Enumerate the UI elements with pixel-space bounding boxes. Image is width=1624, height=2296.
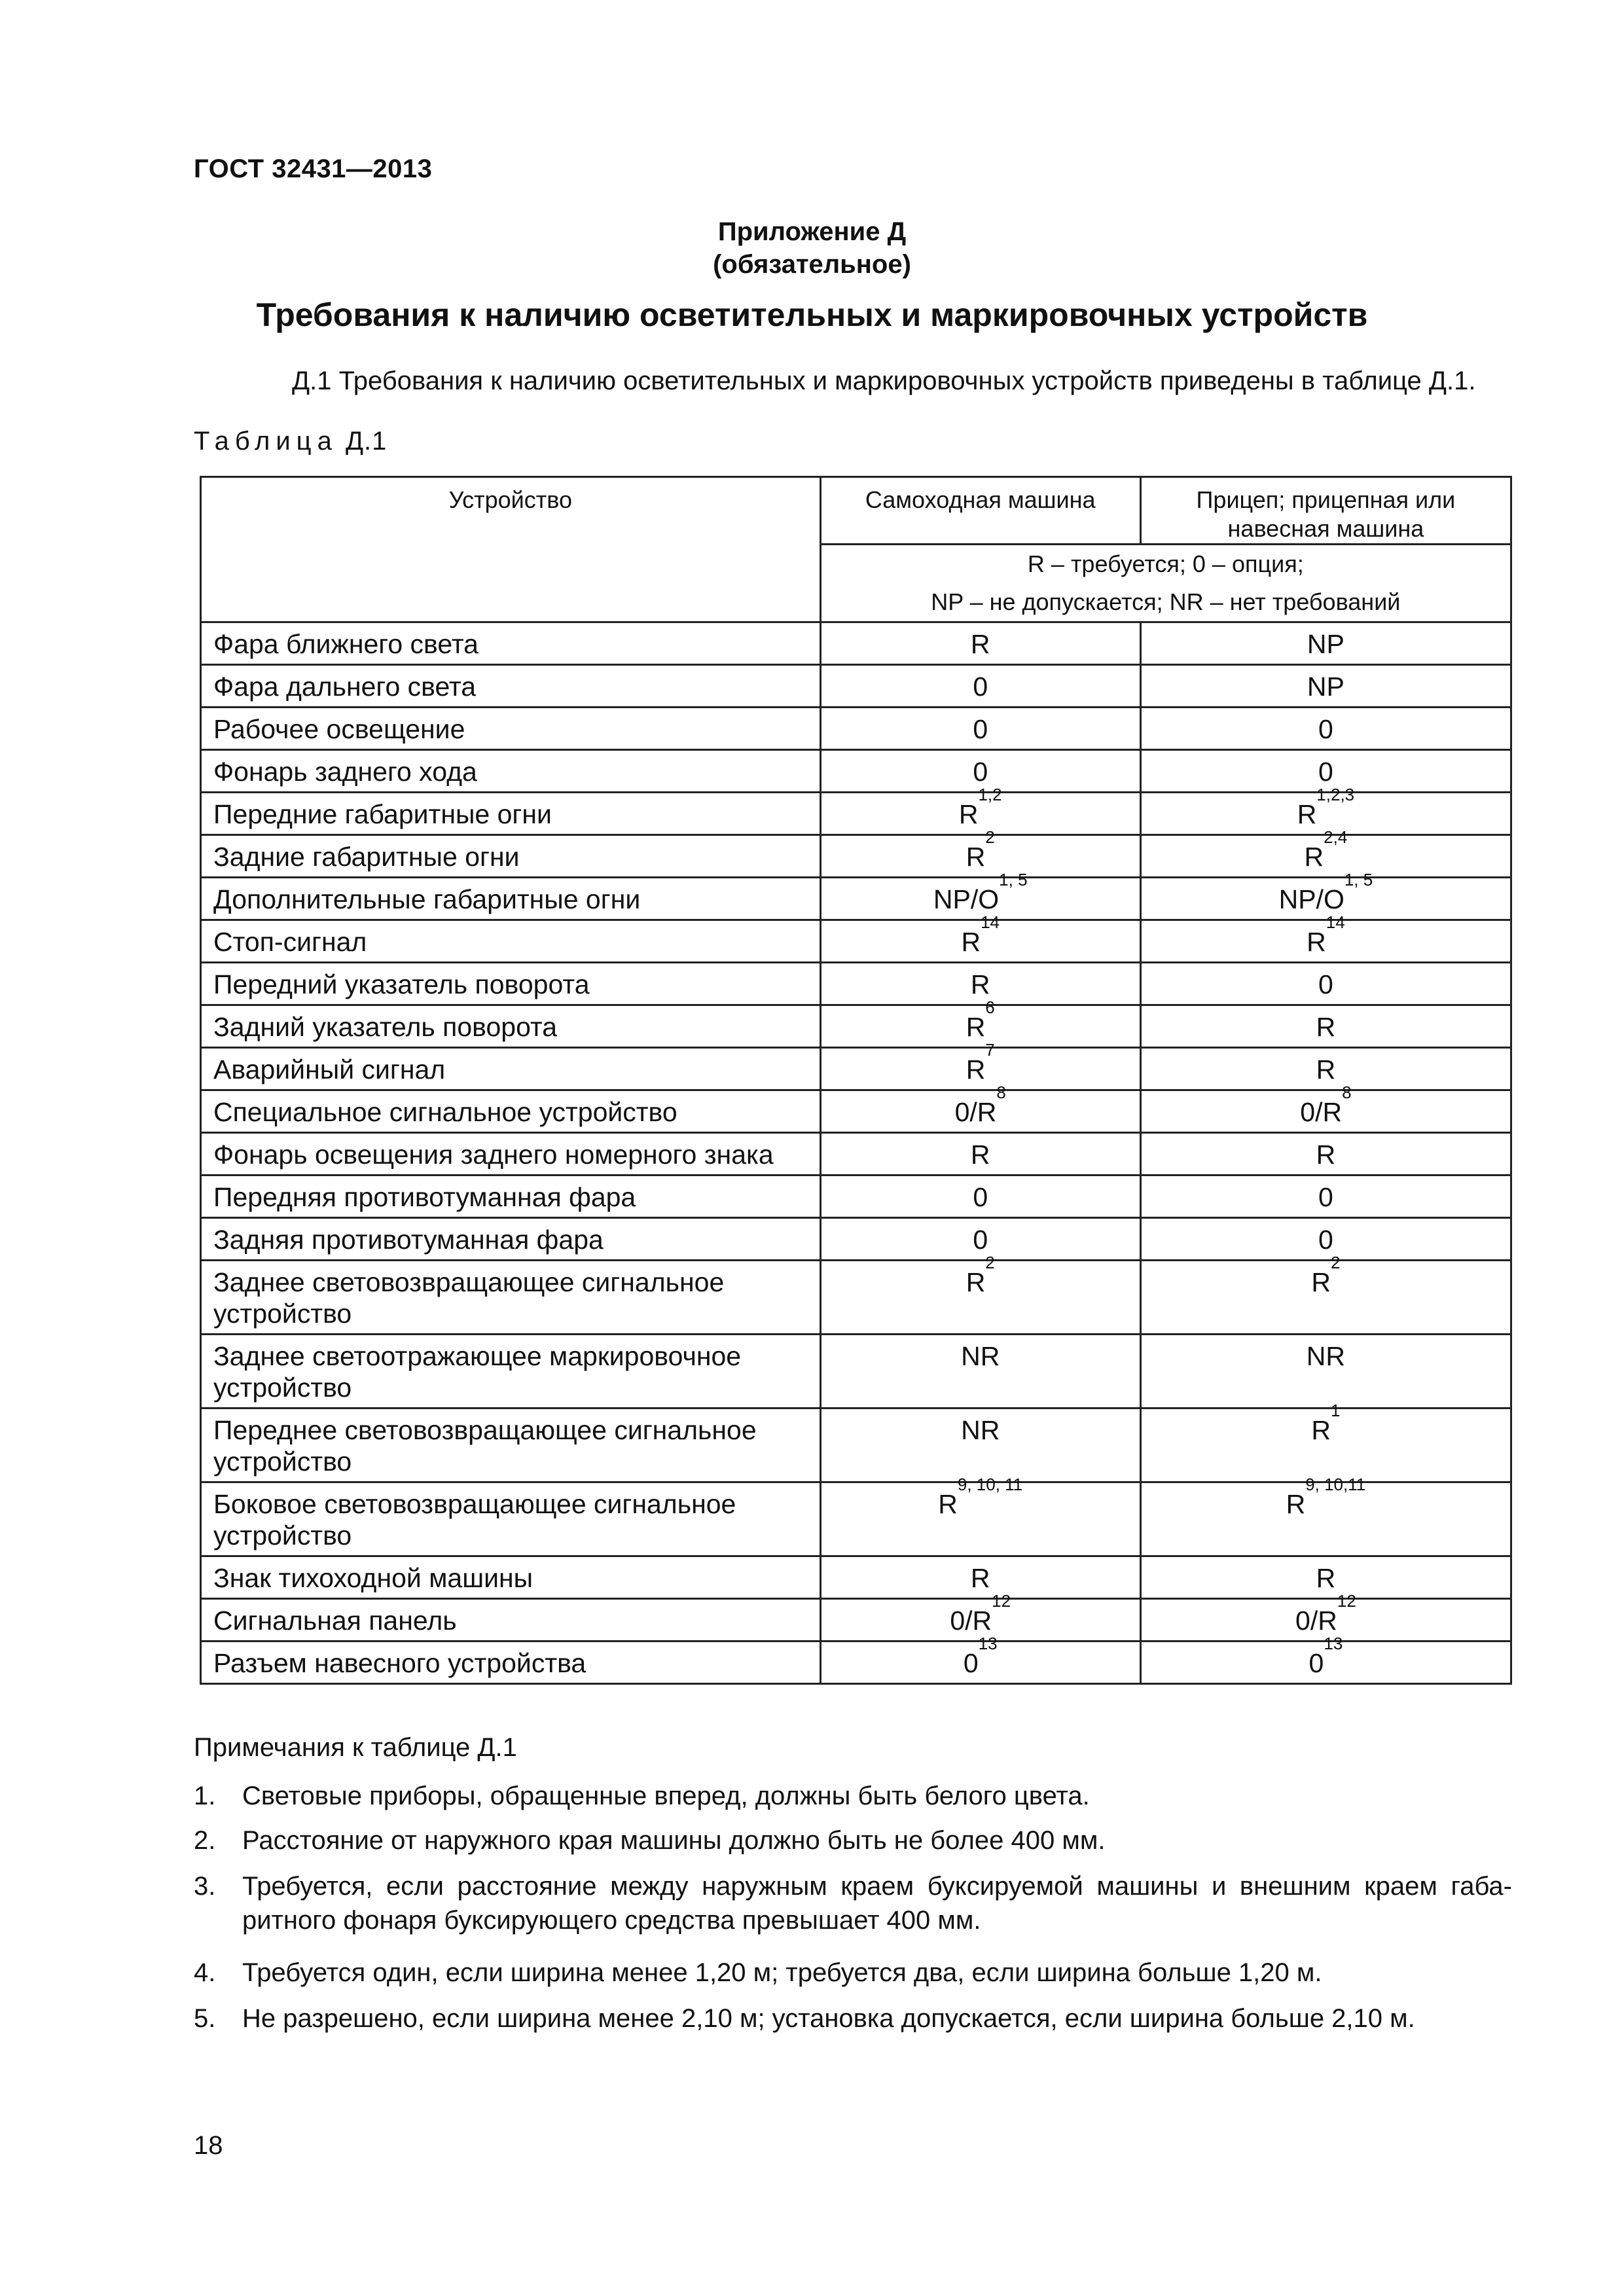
device-cell: Стоп-сигнал (201, 920, 821, 963)
trailer-cell (1140, 1005, 1511, 1048)
value-text: R (965, 1054, 986, 1085)
value-text: 0/R (1295, 1605, 1337, 1636)
footnote-ref: 2 (985, 1253, 995, 1272)
footnote-ref: 1,2 (978, 785, 1002, 804)
trailer-cell (1140, 1133, 1511, 1175)
table-row (201, 1005, 1511, 1048)
footnote-ref: 1, 5 (999, 870, 1028, 889)
value-text: R (958, 799, 979, 829)
trailer-cell (1140, 1401, 1511, 1482)
value-text: 0 (963, 1648, 979, 1678)
table-row (201, 1261, 1511, 1335)
table-row (201, 1599, 1511, 1641)
value-text: R (1304, 842, 1324, 872)
trailer-cell (1140, 827, 1511, 878)
table-row (201, 1048, 1511, 1090)
value-text: R (1316, 1139, 1336, 1170)
self-propelled-cell (820, 912, 1140, 963)
value-text: 0 (973, 1225, 988, 1255)
trailer-cell (1140, 1556, 1511, 1599)
value-text: 0 (1318, 714, 1333, 744)
value-text: NR (1306, 1341, 1346, 1371)
table-row (201, 708, 1511, 750)
self-propelled-cell (820, 665, 1140, 708)
device-cell: Сигнальная панель (201, 1599, 821, 1641)
trailer-cell (1140, 1218, 1511, 1261)
table-row (201, 1090, 1511, 1133)
footnote-ref: 14 (1326, 912, 1345, 932)
device-cell: Заднее светоотражающее маркировочное устройство (201, 1335, 821, 1408)
note-text: Световые приборы, обращенные вперед, должны быть белого цвета. (242, 1782, 1090, 1810)
value-text: 0 (1308, 1648, 1324, 1678)
note-number: 3. (194, 1872, 216, 1901)
self-propelled-cell (820, 1133, 1140, 1175)
self-propelled-cell (820, 1253, 1140, 1335)
value-text: R (1286, 1489, 1306, 1519)
table-caption-word: Таблица (194, 427, 338, 456)
device-cell: Знак тихоходной машины (201, 1556, 821, 1599)
trailer-cell (1140, 665, 1511, 708)
header-device: Устройство (201, 477, 821, 622)
value-text: R (970, 1563, 990, 1593)
self-propelled-cell (820, 1083, 1140, 1133)
value-text: R (1316, 1563, 1336, 1593)
value-text: R (965, 1267, 986, 1297)
device-cell: Специальное сигнальное устройство (201, 1090, 821, 1133)
footnote-ref: 1,2,3 (1316, 785, 1355, 804)
table-row (201, 920, 1511, 963)
footnote-ref: 8 (996, 1083, 1006, 1102)
header-self-propelled: Самоходная машина (820, 477, 1140, 545)
self-propelled-cell (820, 785, 1140, 835)
value-text: 0 (1318, 1225, 1333, 1255)
trailer-cell (1140, 708, 1511, 750)
appendix-status-text: (обязательное) (713, 250, 911, 279)
footnote-ref: 6 (985, 997, 995, 1017)
table-header-row (201, 477, 1511, 545)
device-cell: Передний указатель поворота (201, 963, 821, 1005)
device-cell: Передние габаритные огни (201, 793, 821, 835)
footnote-ref: 12 (1337, 1591, 1356, 1611)
table-row (201, 1556, 1511, 1599)
table-row (201, 1218, 1511, 1261)
trailer-cell (1140, 1048, 1511, 1090)
device-cell: Задние габаритные огни (201, 835, 821, 878)
table-row (201, 1408, 1511, 1482)
notes-title: Примечания к таблице Д.1 (194, 1733, 517, 1762)
table-row (201, 1482, 1511, 1556)
value-text: R (1307, 927, 1326, 957)
value-text: R (1311, 1267, 1331, 1297)
value-text: 0/R (1300, 1097, 1343, 1127)
device-cell: Фара ближнего света (201, 622, 821, 665)
value-text: 0 (973, 672, 988, 702)
trailer-cell (1140, 963, 1511, 1005)
value-text: NP/O (933, 884, 1000, 914)
footnote-ref: 9, 10,11 (1305, 1475, 1366, 1494)
table-row (201, 1175, 1511, 1218)
value-text: 0 (973, 714, 988, 744)
note-text: Требуется один, если ширина менее 1,20 м; требуется два, если ширина больше 1,20 м. (242, 1958, 1322, 1987)
value-text: R (965, 1012, 986, 1042)
section-title (157, 296, 1624, 334)
footnote-ref: 12 (992, 1591, 1011, 1611)
device-cell: Задняя противотуманная фара (201, 1218, 821, 1261)
value-text: R (961, 927, 981, 957)
device-cell: Разъем навесного устройства (201, 1641, 821, 1684)
device-cell: Фонарь освещения заднего номерного знака (201, 1133, 821, 1175)
value-text: 0 (1318, 757, 1333, 787)
table-row (201, 750, 1511, 793)
self-propelled-cell (820, 1634, 1140, 1684)
trailer-cell (1140, 912, 1511, 963)
footnote-ref: 2,4 (1324, 827, 1348, 847)
trailer-cell (1140, 1175, 1511, 1218)
value-text: R (965, 842, 986, 872)
self-propelled-cell (820, 827, 1140, 878)
value-text: 0/R (954, 1097, 997, 1127)
value-text: 0 (973, 1182, 988, 1212)
device-cell: Дополнительные габаритные огни (201, 878, 821, 920)
footnote-ref: 2 (1330, 1253, 1341, 1272)
footnote-ref: 8 (1342, 1083, 1352, 1102)
footnote-ref: 1, 5 (1344, 870, 1373, 889)
legend-line-2: NP – не допускается; NR – нет требований (931, 588, 1401, 615)
self-propelled-cell (820, 1408, 1140, 1482)
value-text: NP/O (1278, 884, 1344, 914)
footnote-ref: 7 (985, 1040, 995, 1060)
self-propelled-cell (820, 1475, 1140, 1556)
value-text: NP (1307, 672, 1344, 702)
value-text: 0 (1318, 1182, 1333, 1212)
appendix-status (157, 250, 1624, 279)
device-cell: Фонарь заднего хода (201, 750, 821, 793)
appendix-label-text: Приложение Д (717, 217, 907, 246)
footnote-ref: 13 (1324, 1634, 1343, 1653)
note-number: 1. (194, 1782, 216, 1810)
footnote-ref: 1 (1330, 1401, 1341, 1420)
device-cell: Задний указатель поворота (201, 1005, 821, 1048)
header-legend (820, 545, 1511, 622)
trailer-cell (1140, 1634, 1511, 1684)
note-text: Требуется, если расстояние между наружным краем буксируемой машины и внешним краем габа-ритного фонаря буксирующего средства превышает 400 мм. (242, 1872, 1512, 1935)
device-cell: Передняя противотуманная фара (201, 1175, 821, 1218)
self-propelled-cell (820, 963, 1140, 1005)
trailer-cell (1140, 1335, 1511, 1408)
trailer-cell (1140, 1475, 1511, 1556)
table-row (201, 835, 1511, 878)
value-text: R (970, 969, 990, 999)
table-row (201, 963, 1511, 1005)
table-caption (194, 427, 387, 456)
value-text: 0/R (950, 1605, 992, 1636)
self-propelled-cell (820, 997, 1140, 1048)
value-text: R (970, 1139, 990, 1170)
note-text: Расстояние от наружного края машины должно быть не более 400 мм. (242, 1826, 1106, 1855)
value-text: R (970, 629, 990, 659)
header-trailer: Прицеп; прицепная или навесная машина (1140, 477, 1511, 545)
note-number: 5. (194, 2004, 216, 2033)
value-text: R (1316, 1012, 1336, 1042)
table-row (201, 878, 1511, 920)
trailer-cell (1140, 622, 1511, 665)
section-title-text: Требования к наличию осветительных и маркировочных устройств (256, 296, 1368, 333)
footnote-ref: 14 (981, 912, 1000, 932)
self-propelled-cell (820, 1175, 1140, 1218)
table-row (201, 1641, 1511, 1684)
requirements-table (200, 476, 1512, 1685)
table-row (201, 622, 1511, 665)
table-body (201, 622, 1511, 1684)
self-propelled-cell (820, 1335, 1140, 1408)
device-cell: Переднее световозвращающее сигнальное устройство (201, 1408, 821, 1482)
value-text: R (1311, 1415, 1331, 1445)
legend-line-1: R – требуется; 0 – опция; (1027, 550, 1304, 577)
device-cell: Заднее световозвращающее сигнальное устройство (201, 1261, 821, 1335)
appendix-label (157, 217, 1624, 247)
self-propelled-cell (820, 1040, 1140, 1090)
device-cell: Аварийный сигнал (201, 1048, 821, 1090)
intro-paragraph: Д.1 Требования к наличию осветительных и маркировочных устройств приведены в таблице Д.1. (292, 367, 1476, 395)
note-text: Не разрешено, если ширина менее 2,10 м; установка допускается, если ширина больше 2,10 м. (242, 2004, 1415, 2033)
trailer-cell (1140, 1083, 1511, 1133)
table-caption-number: Д.1 (345, 427, 388, 456)
table-row (201, 665, 1511, 708)
value-text: 0 (1318, 969, 1333, 999)
value-text: R (1316, 1054, 1336, 1085)
note-number: 4. (194, 1958, 216, 1987)
value-text: NR (961, 1415, 1000, 1445)
document-code: ГОСТ 32431—2013 (194, 154, 433, 183)
value-text: R (1297, 799, 1317, 829)
self-propelled-cell (820, 1218, 1140, 1261)
value-text: R (938, 1489, 958, 1519)
value-text: 0 (973, 757, 988, 787)
value-text: NP (1307, 629, 1344, 659)
self-propelled-cell (820, 1556, 1140, 1599)
self-propelled-cell (820, 708, 1140, 750)
page-number: 18 (194, 2131, 223, 2160)
device-cell: Боковое световозвращающее сигнальное устройство (201, 1482, 821, 1556)
footnote-ref: 13 (978, 1634, 998, 1653)
self-propelled-cell (820, 622, 1140, 665)
footnote-ref: 2 (985, 827, 995, 847)
table-row (201, 1133, 1511, 1175)
note-number: 2. (194, 1826, 216, 1855)
footnote-ref: 9, 10, 11 (957, 1475, 1023, 1494)
device-cell: Рабочее освещение (201, 708, 821, 750)
trailer-cell (1140, 1253, 1511, 1335)
value-text: NR (961, 1341, 1000, 1371)
table-row (201, 793, 1511, 835)
table-row (201, 1335, 1511, 1408)
device-cell: Фара дальнего света (201, 665, 821, 708)
